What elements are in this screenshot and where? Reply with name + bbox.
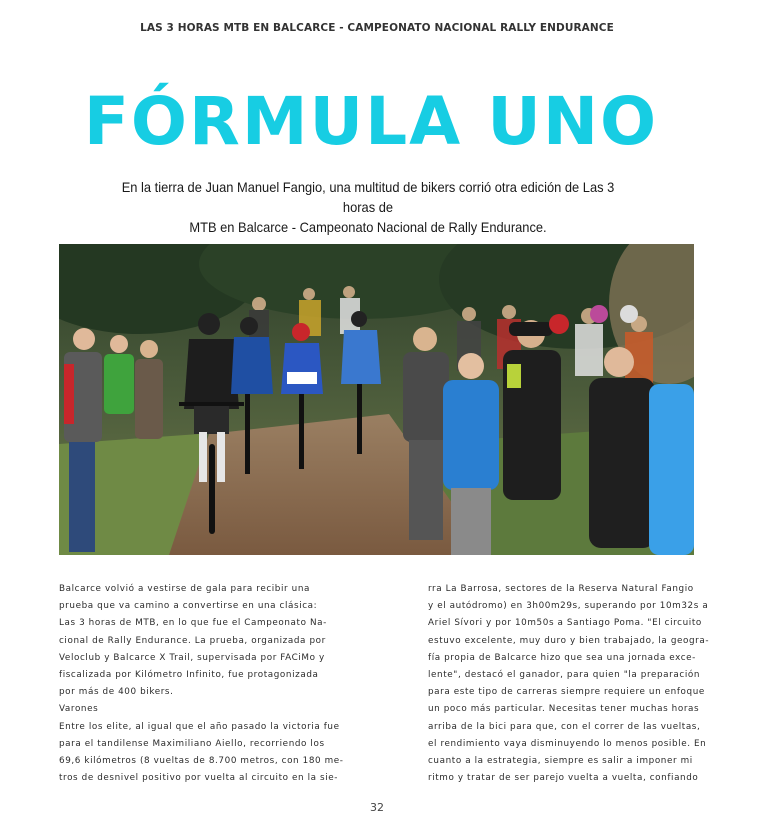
- body-line: fiscalizada por Kilómetro Infinito, fue protagonizada: [59, 670, 319, 681]
- article-headline: FÓRMULA UNO: [83, 83, 659, 160]
- body-line: fía propia de Balcarce hizo que sea una jornada exce-: [428, 652, 696, 663]
- body-line: el rendimiento vaya disminuyendo lo menos posible. En: [428, 738, 707, 749]
- photo-illustration: [59, 244, 694, 555]
- body-line: 69,6 kilómetros (8 vueltas de 8.700 metros, con 180 me-: [59, 756, 344, 767]
- running-header: LAS 3 HORAS MTB EN BALCARCE - CAMPEONATO NACIONAL RALLY ENDURANCE: [140, 22, 614, 34]
- body-line: Veloclub y Balcarce X Trail, supervisada por FACiMo y: [59, 652, 325, 663]
- body-line: para el tandilense Maximiliano Aiello, recorriendo los: [59, 738, 325, 749]
- body-line: Ariel Sívori y por 10m50s a Santiago Poma. "El circuito: [428, 618, 702, 629]
- body-line: para este tipo de carreras siempre requiere un enfoque: [428, 687, 705, 698]
- deck-line: En la tierra de Juan Manuel Fangio, una multitud de bikers corrió otra edición de Las 3 horas de: [121, 179, 615, 215]
- body-subhead: Varones: [59, 704, 99, 715]
- body-line: rra La Barrosa, sectores de la Reserva Natural Fangio: [428, 584, 694, 594]
- body-line: lente", destacó el ganador, para quien "la preparación: [428, 670, 701, 681]
- body-line: ritmo y tratar de ser parejo vuelta a vuelta, confiando: [428, 773, 699, 784]
- mtb-race-photo: [59, 244, 694, 555]
- body-line: prueba que va camino a convertirse en una clásica:: [59, 601, 318, 612]
- body-line: y el autódromo) en 3h00m29s, superando por 10m32s a: [428, 601, 709, 612]
- body-line: por más de 400 bikers.: [59, 687, 174, 698]
- body-line: Las 3 horas de MTB, en lo que fue el Campeonato Na-: [59, 618, 327, 629]
- deck-line: MTB en Balcarce - Campeonato Nacional de Rally Endurance.: [189, 219, 547, 235]
- body-line: un poco más particular. Necesitas tener muchas horas: [428, 704, 700, 715]
- body-line: arriba de la bici para que, con el correr de las vueltas,: [428, 721, 701, 732]
- article-deck: [112, 177, 624, 237]
- body-column-left: [59, 581, 344, 787]
- body-line: Entre los elite, al igual que el año pasado la victoria fue: [59, 721, 340, 732]
- body-line: estuvo excelente, muy duro y bien trabajado, la geogra-: [428, 635, 710, 646]
- page-number: 32: [370, 801, 384, 814]
- body-line: cuanto a la estrategia, siempre es salir a imponer mi: [428, 756, 693, 767]
- body-line: cional de Rally Endurance. La prueba, organizada por: [59, 635, 326, 646]
- body-column-right: [428, 581, 710, 787]
- body-line: Balcarce volvió a vestirse de gala para recibir una: [59, 584, 310, 594]
- body-line: tros de desnivel positivo por vuelta al circuito en la sie-: [59, 773, 339, 784]
